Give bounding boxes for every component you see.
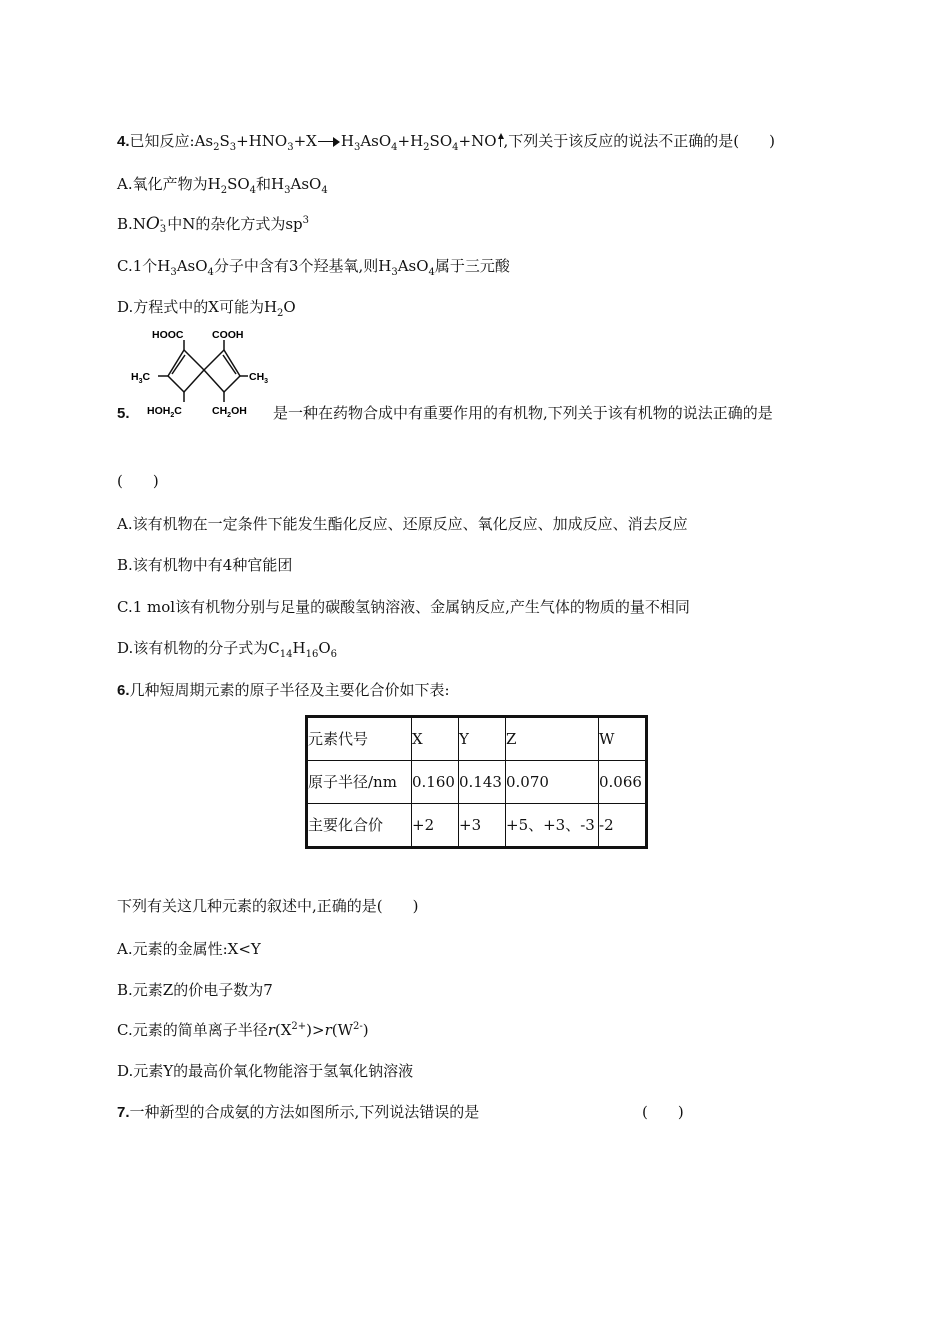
sup: 2-	[353, 1021, 363, 1032]
sub: 3	[353, 142, 361, 153]
sub: 2	[423, 142, 430, 153]
sub: 2	[220, 185, 228, 196]
q4-text: SO	[429, 132, 453, 150]
q4-text: AsO	[360, 132, 392, 150]
opt-text: (X	[274, 1021, 292, 1039]
table-cell: 原子半径/nm	[307, 761, 412, 804]
sup: 3	[302, 215, 310, 226]
q6-option-b[interactable]: B.元素Z的价电子数为7	[117, 981, 273, 999]
right-label: $CH_3$	[249, 371, 269, 385]
opt-text: AsO	[290, 175, 322, 193]
opt-text: O	[318, 639, 331, 657]
sub: 4	[249, 185, 257, 196]
q4-text: ,下列关于该反应的说法不正确的是( )	[503, 132, 775, 150]
q4-text: +NO	[458, 132, 497, 150]
table-cell: -2	[599, 804, 647, 848]
q6-question: 下列有关这几种元素的叙述中,正确的是( )	[117, 897, 419, 915]
q6-stem	[117, 680, 450, 701]
q4-text: 已知反应:As	[129, 132, 214, 150]
q4-stem	[117, 131, 775, 152]
q7-answer-paren: ( )	[642, 1103, 684, 1121]
q6-option-c[interactable]	[117, 1020, 369, 1040]
q4-option-d[interactable]	[117, 297, 296, 317]
left-label: $H_3C$	[131, 371, 151, 385]
opt-text: C.元素的简单离子半径	[117, 1021, 268, 1039]
opt-text: D.该有机物的分子式为C	[117, 639, 280, 657]
table-cell: 主要化合价	[307, 804, 412, 848]
q4-option-a[interactable]	[117, 174, 328, 194]
sub: 4	[207, 267, 214, 278]
opt-text: 属于三元酸	[434, 257, 510, 275]
opt-text: D.方程式中的X可能为H	[117, 298, 278, 316]
sub: 3	[284, 185, 291, 196]
sub: 6	[330, 649, 337, 660]
spiro-molecule-structure	[128, 326, 278, 420]
sub: 3	[391, 267, 398, 278]
sub: 2	[213, 142, 220, 153]
table-cell: +5、+3、-3	[506, 804, 599, 848]
sub: 14	[279, 649, 293, 660]
q5-option-c[interactable]: C.1 mol该有机物分别与足量的碳酸氢钠溶液、金属钠反应,产生气体的物质的量不相同	[117, 598, 690, 616]
table-cell: 0.066	[599, 761, 647, 804]
table-row	[307, 804, 647, 848]
q5-number-line	[117, 403, 130, 424]
q6-text: 几种短周期元素的原子半径及主要化合价如下表:	[129, 681, 450, 699]
q4-option-c[interactable]	[117, 256, 510, 276]
sub: 2	[277, 308, 284, 319]
q6-option-a[interactable]: A.元素的金属性:X<Y	[117, 940, 261, 958]
opt-text: )	[362, 1021, 369, 1039]
table-cell: +2	[412, 804, 459, 848]
opt-text: )>	[306, 1021, 325, 1039]
sub: 3	[159, 224, 167, 235]
q4-text: +X	[293, 132, 317, 150]
element-table	[305, 715, 648, 849]
top-left-label: HOOC	[152, 329, 184, 341]
q6-option-d[interactable]: D.元素Y的最高价氧化物能溶于氢氧化钠溶液	[117, 1062, 414, 1080]
table-cell: Z	[506, 717, 599, 761]
q6-number: 6.	[117, 682, 130, 699]
table-cell: 0.160	[412, 761, 459, 804]
q7-number: 7.	[117, 1104, 130, 1121]
table-cell: Y	[459, 717, 506, 761]
opt-text: AsO	[176, 257, 208, 275]
q5-option-a[interactable]: A.该有机物在一定条件下能发生酯化反应、还原反应、氧化反应、加成反应、消去反应	[117, 515, 688, 533]
q5-answer-paren: ( )	[117, 472, 159, 490]
q5-option-b[interactable]: B.该有机物中有4种官能团	[117, 556, 293, 574]
q4-text: +HNO	[236, 132, 288, 150]
sub: 3	[287, 142, 294, 153]
sub: 4	[452, 142, 459, 153]
opt-text: 中N的杂化方式为sp	[167, 215, 303, 233]
reaction-arrow-icon	[318, 137, 340, 147]
q5-stem: 是一种在药物合成中有重要作用的有机物,下列关于该有机物的说法正确的是	[273, 404, 773, 422]
sub: 4	[321, 185, 328, 196]
table-cell: X	[412, 717, 459, 761]
radius-symbol: r	[267, 1021, 275, 1039]
table-cell: +3	[459, 804, 506, 848]
sub: 4	[428, 267, 435, 278]
sub: 16	[305, 649, 319, 660]
table-cell: W	[599, 717, 647, 761]
nitrate-o: O	[145, 214, 160, 234]
q7-text: 一种新型的合成氨的方法如图所示,下列说法错误的是	[129, 1103, 480, 1121]
sub: 3	[170, 267, 177, 278]
q4-text: +H	[397, 132, 424, 150]
opt-text: AsO	[397, 257, 429, 275]
gas-up-arrow-icon	[498, 133, 504, 147]
table-cell: 元素代号	[307, 717, 412, 761]
sup: -	[159, 215, 164, 226]
table-row	[307, 717, 647, 761]
sup: 2+	[291, 1021, 307, 1032]
radius-symbol: r	[324, 1021, 332, 1039]
opt-text: (W	[331, 1021, 354, 1039]
opt-text: 分子中含有3个羟基氧,则H	[213, 257, 392, 275]
opt-text: 和H	[256, 175, 285, 193]
q7-stem	[117, 1102, 479, 1123]
table-row	[307, 761, 647, 804]
sub: 4	[391, 142, 398, 153]
q5-option-d[interactable]	[117, 638, 337, 658]
table-cell: 0.070	[506, 761, 599, 804]
sub: 3	[229, 142, 237, 153]
table-cell: 0.143	[459, 761, 506, 804]
q5-number: 5.	[117, 405, 130, 422]
q4-text: H	[340, 132, 354, 150]
q4-option-b[interactable]	[117, 214, 309, 234]
q4-text: S	[219, 132, 230, 150]
opt-text: A.氧化产物为H	[117, 175, 221, 193]
opt-text: B.N	[117, 215, 146, 233]
bottom-left-label: $HOH_2C$	[147, 405, 182, 419]
q4-number: 4.	[117, 133, 130, 150]
opt-text: SO	[227, 175, 250, 193]
opt-text: H	[292, 639, 306, 657]
top-right-label: COOH	[212, 329, 244, 341]
bottom-right-label: $CH_2OH$	[212, 405, 247, 419]
opt-text: O	[283, 298, 296, 316]
opt-text: C.1个H	[117, 257, 171, 275]
